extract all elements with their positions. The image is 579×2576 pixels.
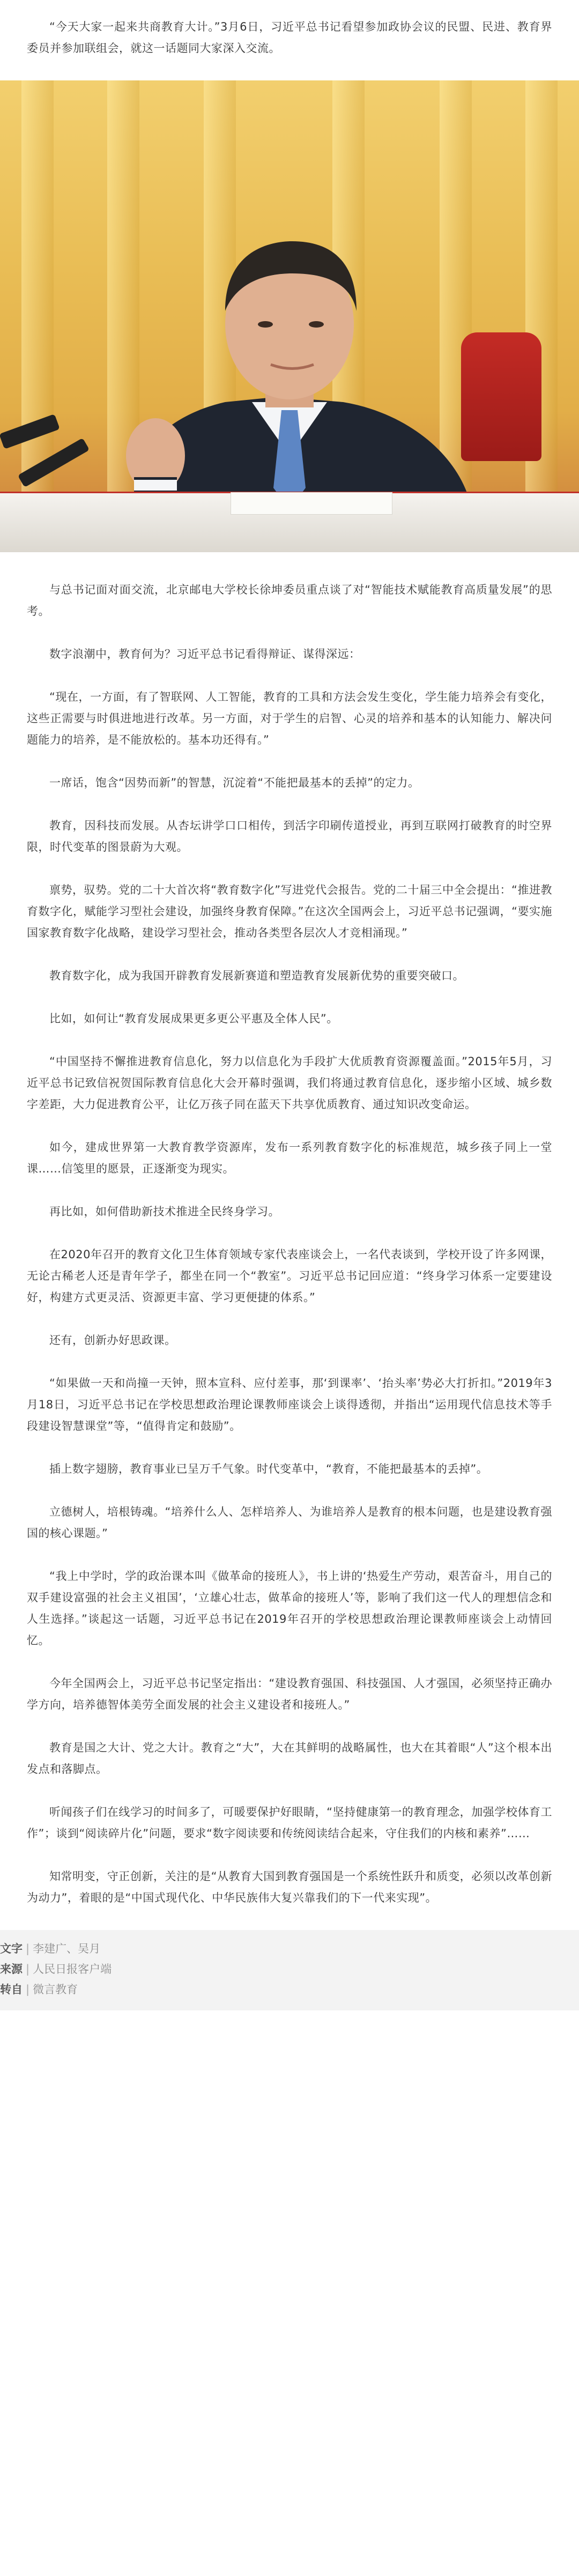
credit-divider: | [26,1983,30,1996]
article-paragraph: “如果做一天和尚撞一天钟，照本宣科、应付差事，那‘到课率’、‘抬头率’势必大打折扣。”2019年3月18日，习近平总书记在学校思想政治理论课教师座谈会上谈得透彻，并指出“运用现代信息技术等手段建设智慧课堂”等，“值得肯定和鼓励”。 [27,1377,552,1432]
article-paragraph: 教育数字化，成为我国开辟教育发展新赛道和塑造教育发展新优势的重要突破口。 [49,969,464,982]
article-paragraph: 在2020年召开的教育文化卫生体育领域专家代表座谈会上，一名代表谈到，学校开设了许多网课，无论古稀老人还是青年学子，都坐在同一个“教室”。习近平总书记回应道：“终身学习体系一定要建设好，构建方式更灵活、资源更丰富、学习更便捷的体系。” [27,1248,552,1304]
credit-author-value: 李建广、吴月 [33,1942,101,1955]
article-paragraph: 插上数字翅膀，教育事业已呈万千气象。时代变革中，“教育，不能把最基本的丢掉”。 [49,1463,488,1475]
article-paragraph: 知常明变，守正创新，关注的是“从教育大国到教育强国是一个系统性跃升和质变，必须以改革创新为动力”，着眼的是“中国式现代化、中华民族伟大复兴靠我们的下一代来实现”。 [27,1870,552,1904]
credit-source-label: 来源 [0,1963,23,1976]
article-paragraph: 比如，如何让“教育发展成果更多更公平惠及全体人民”。 [49,1012,338,1025]
article-credits [0,1930,579,2010]
article-paragraph: 还有，创新办好思政课。 [49,1334,176,1347]
article-paragraph: “现在，一方面，有了智联网、人工智能，教育的工具和方法会发生变化，学生能力培养会有变化，这些正需要与时俱进地进行改革。另一方面，对于学生的启智、心灵的培养和基本的认知能力、解决问题能力的培养，是不能放松的。基本功还得有。” [27,691,552,746]
credit-source-value: 人民日报客户端 [33,1963,112,1976]
article-paragraph: 教育是国之大计、党之大计。教育之“大”，大在其鲜明的战略属性，也大在其着眼“人”这个根本出发点和落脚点。 [27,1741,552,1776]
article-intro [0,16,579,59]
credit-divider: | [26,1942,30,1955]
article-paragraph: 如今，建成世界第一大教育教学资源库，发布一系列教育数字化的标准规范，城乡孩子同上一堂课……信笺里的愿景，正逐渐变为现实。 [27,1141,552,1175]
article-paragraph: 一席话，饱含“因势而新”的智慧，沉淀着“不能把最基本的丢掉”的定力。 [49,776,420,789]
article-paragraph: 立德树人，培根铸魂。“培养什么人、怎样培养人、为谁培养人是教育的根本问题，也是建设教育强国的核心课题。” [27,1505,552,1540]
news-photo [0,80,579,552]
credit-repost-label: 转自 [0,1983,23,1996]
credit-repost [0,1979,579,2000]
article-paragraph: “我上中学时，学的政治课本叫《做革命的接班人》，书上讲的‘热爱生产劳动，艰苦奋斗，用自己的双手建设富强的社会主义祖国’，‘立雄心壮志，做革命的接班人’等，影响了我们这一代人的理想信念和人生选择。”谈起这一话题，习近平总书记在2019年召开的学校思想政治理论课教师座谈会上动情回忆。 [27,1570,552,1647]
article-paragraph: 数字浪潮中，教育何为？习近平总书记看得辩证、谋得深远： [49,648,361,660]
credit-author [0,1939,579,1959]
article-paragraph: 今年全国两会上，习近平总书记坚定指出：“建设教育强国、科技强国、人才强国，必须坚持正确办学方向，培养德智体美劳全面发展的社会主义建设者和接班人。” [27,1677,552,1711]
article-paragraph: 听闻孩子们在线学习的时间多了，可暖要保护好眼睛，“坚持健康第一的教育理念，加强学校体育工作”；谈到“阅读碎片化”问题，要求“数字阅读要和传统阅读结合起来，守住我们的内核和素养”…… [27,1806,552,1840]
document-papers [231,492,392,515]
credit-author-label: 文字 [0,1942,23,1955]
article-paragraph: 与总书记面对面交流，北京邮电大学校长徐坤委员重点谈了对“智能技术赋能教育高质量发展”的思考。 [27,583,552,618]
article-paragraph: 教育，因科技而发展。从杏坛讲学口口相传，到活字印刷传道授业，再到互联网打破教育的时空界限，时代变革的图景蔚为大观。 [27,819,552,853]
credit-divider: | [26,1963,30,1976]
article-paragraph: 再比如，如何借助新技术推进全民终身学习。 [49,1205,280,1218]
article-body [0,579,579,1909]
intro-paragraph: “今天大家一起来共商教育大计。”3月6日，习近平总书记看望参加政协会议的民盟、民进、教育界委员并参加联组会，就这一话题同大家深入交流。 [27,20,552,55]
speaker-figure [0,80,579,552]
credit-source [0,1959,579,1979]
article-paragraph: 禀势，驭势。党的二十大首次将“教育数字化”写进党代会报告。党的二十届三中全会提出：“推进教育数字化，赋能学习型社会建设，加强终身教育保障。”在这次全国两会上，习近平总书记强调，“要实施国家教育数字化战略，建设学习型社会，推动各类型各层次人才竞相涌现。” [27,884,552,939]
article-paragraph: “中国坚持不懈推进教育信息化，努力以信息化为手段扩大优质教育资源覆盖面。”2015年5月，习近平总书记致信祝贺国际教育信息化大会开幕时强调，我们将通过教育信息化，逐步缩小区域、城乡数字差距，大力促进教育公平，让亿万孩子同在蓝天下共享优质教育、通过知识改变命运。 [27,1055,552,1111]
credit-repost-value: 微言教育 [33,1983,78,1996]
